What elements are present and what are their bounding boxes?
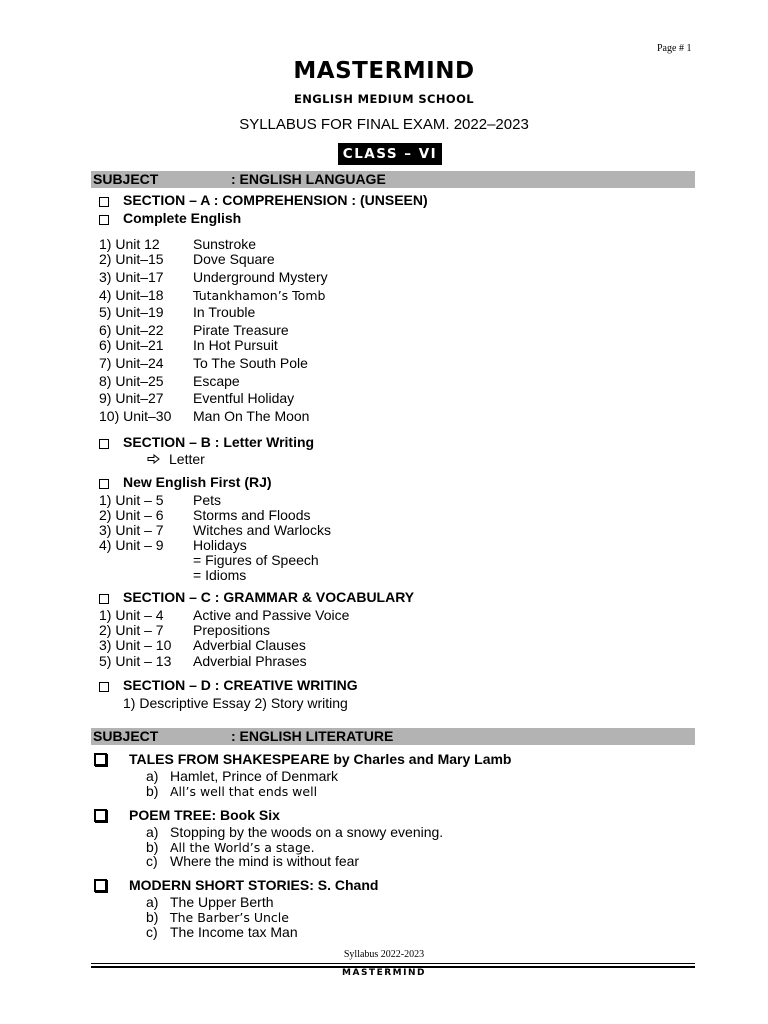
unit-title: Man On The Moon (193, 408, 310, 424)
unit-number: 4) Unit–18 (99, 287, 164, 303)
literature-item: Where the mind is without fear (170, 853, 360, 869)
unit-title: In Hot Pursuit (193, 337, 278, 353)
unit-number: 5) Unit – 13 (99, 653, 172, 669)
unit-title: To The South Pole (193, 355, 308, 371)
unit-number: 1) Unit 12 (99, 236, 160, 252)
arrow-right-icon (147, 454, 160, 464)
unit-title: Holidays (193, 537, 247, 553)
unit-number: 2) Unit – 6 (99, 507, 164, 523)
complete-english-heading: Complete English (123, 210, 242, 226)
literature-item: The Barber’s Uncle (170, 910, 289, 925)
unit-number: 9) Unit–27 (99, 390, 164, 406)
school-name: ENGLISH MEDIUM SCHOOL (294, 92, 474, 106)
unit-subtopic: = Figures of Speech (193, 552, 319, 568)
exam-title: SYLLABUS FOR FINAL EXAM. 2022–2023 (239, 116, 529, 133)
literature-heading: MODERN SHORT STORIES: S. Chand (129, 877, 379, 893)
unit-title: Sunstroke (193, 236, 257, 252)
literature-item: All’s well that ends well (170, 784, 318, 799)
unit-number: 1) Unit – 5 (99, 492, 164, 508)
unit-title: Active and Passive Voice (193, 607, 350, 623)
checkbox-icon (99, 215, 109, 225)
unit-number: 3) Unit – 7 (99, 522, 164, 538)
unit-number: 3) Unit – 10 (99, 637, 172, 653)
section-d-items: 1) Descriptive Essay 2) Story writing (123, 695, 348, 711)
unit-title: Dove Square (193, 251, 275, 267)
unit-title: Prepositions (193, 622, 271, 638)
literature-heading: POEM TREE: Book Six (129, 807, 280, 823)
literature-item: All the World’s a stage. (170, 840, 315, 855)
subject-bar-language (91, 171, 695, 188)
item-marker: c) (146, 924, 158, 940)
unit-title: In Trouble (193, 304, 256, 320)
literature-item: The Income tax Man (170, 924, 298, 940)
unit-title: Pets (193, 492, 222, 508)
unit-title: Adverbial Clauses (193, 637, 306, 653)
class-badge: CLASS – VI (338, 143, 442, 165)
footer-brand: MASTERMIND (342, 968, 426, 978)
subject-label: SUBJECT (93, 728, 159, 744)
item-marker: b) (146, 909, 159, 925)
item-marker: a) (146, 768, 159, 784)
item-marker: b) (146, 839, 159, 855)
unit-number: 7) Unit–24 (99, 355, 164, 371)
unit-title: Pirate Treasure (193, 322, 289, 338)
unit-title: Storms and Floods (193, 507, 311, 523)
footer-divider (91, 963, 695, 964)
unit-number: 1) Unit – 4 (99, 607, 164, 623)
school-brand: MASTERMIND (293, 58, 475, 84)
section-c-heading: SECTION – C : GRAMMAR & VOCABULARY (123, 589, 415, 605)
page-number: Page # 1 (657, 43, 692, 54)
letter-item: Letter (169, 451, 205, 467)
unit-title: Adverbial Phrases (193, 653, 307, 669)
unit-number: 4) Unit – 9 (99, 537, 164, 553)
unit-title: Escape (193, 373, 240, 389)
checkbox-icon (99, 594, 109, 604)
section-b-heading: SECTION – B : Letter Writing (123, 434, 315, 450)
checkbox-icon (99, 682, 109, 692)
new-english-first-heading: New English First (RJ) (123, 474, 272, 490)
unit-number: 10) Unit–30 (99, 408, 172, 424)
unit-number: 3) Unit–17 (99, 269, 164, 285)
unit-number: 6) Unit–21 (99, 337, 164, 353)
subject-value: : ENGLISH LANGUAGE (231, 171, 386, 187)
unit-title: Witches and Warlocks (193, 522, 331, 538)
unit-number: 8) Unit–25 (99, 373, 164, 389)
unit-number: 2) Unit–15 (99, 251, 164, 267)
item-marker: b) (146, 783, 159, 799)
section-a-heading: SECTION – A : COMPREHENSION : (UNSEEN) (123, 192, 428, 208)
unit-title: Underground Mystery (193, 269, 328, 285)
literature-heading: TALES FROM SHAKESPEARE by Charles and Mary Lamb (129, 751, 512, 767)
checkbox-icon (94, 879, 107, 892)
unit-title: Tutankhamon’s Tomb (193, 288, 326, 303)
section-d-heading: SECTION – D : CREATIVE WRITING (123, 677, 358, 693)
literature-item: Stopping by the woods on a snowy evening. (170, 824, 444, 840)
checkbox-icon (94, 753, 107, 766)
literature-item: Hamlet, Prince of Denmark (170, 768, 339, 784)
unit-number: 5) Unit–19 (99, 304, 164, 320)
checkbox-icon (99, 439, 109, 449)
subject-label: SUBJECT (93, 171, 159, 187)
checkbox-icon (99, 479, 109, 489)
unit-title: Eventful Holiday (193, 390, 295, 406)
checkbox-icon (94, 809, 107, 822)
subject-value: : ENGLISH LITERATURE (231, 728, 394, 744)
footer-syllabus: Syllabus 2022-2023 (343, 949, 425, 960)
item-marker: a) (146, 824, 159, 840)
literature-item: The Upper Berth (170, 894, 274, 910)
item-marker: c) (146, 853, 158, 869)
unit-number: 2) Unit – 7 (99, 622, 164, 638)
checkbox-icon (99, 197, 109, 207)
unit-subtopic: = Idioms (193, 567, 247, 583)
item-marker: a) (146, 894, 159, 910)
unit-number: 6) Unit–22 (99, 322, 164, 338)
